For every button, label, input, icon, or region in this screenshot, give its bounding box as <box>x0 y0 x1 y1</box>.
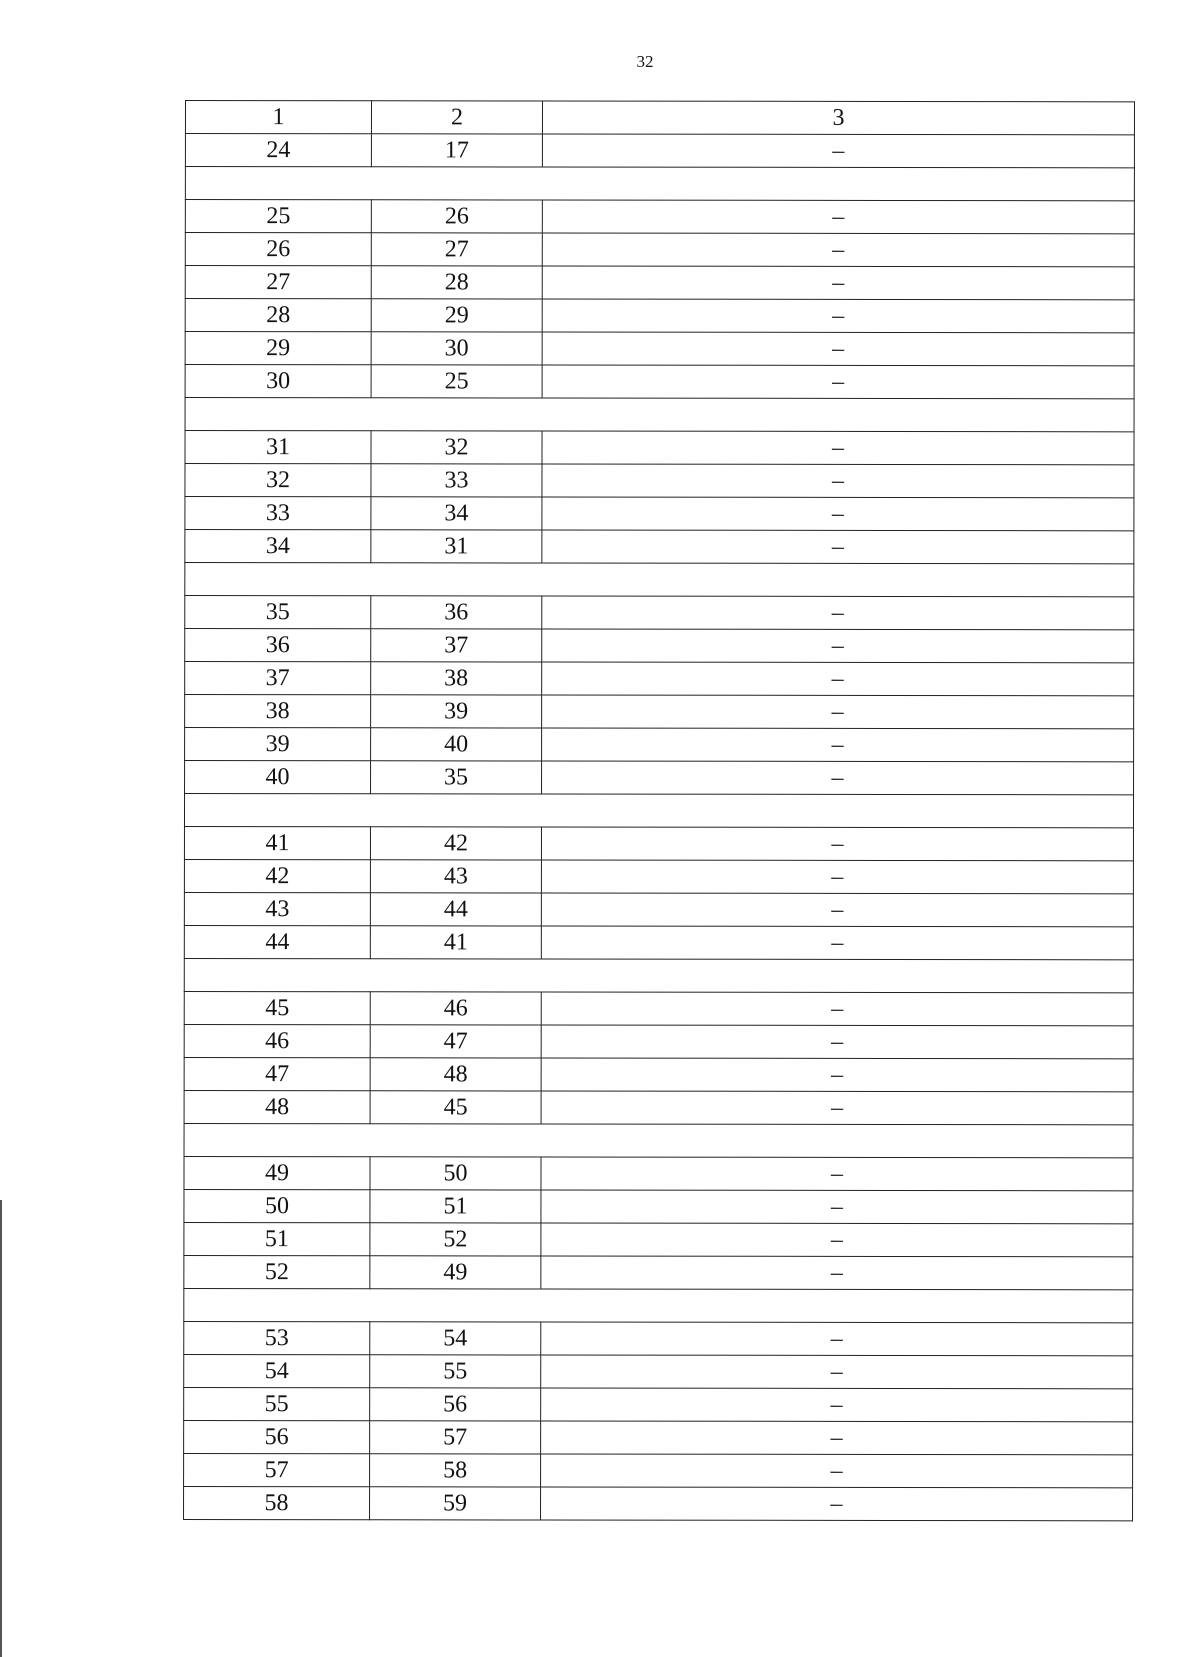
table-cell-col-3: – <box>541 1025 1133 1059</box>
table-cell-col-3: – <box>541 1322 1133 1356</box>
table-cell-col-3: – <box>542 134 1134 168</box>
table-row <box>185 233 1134 267</box>
table-row <box>184 1387 1133 1421</box>
table-row <box>185 629 1134 663</box>
page-number: 32 <box>636 52 654 71</box>
table-cell-col-1: 35 <box>185 596 371 629</box>
table-cell-col-2: 42 <box>370 827 541 860</box>
table-cell-col-2: 25 <box>371 365 542 398</box>
table-cell-col-2: 32 <box>371 431 542 464</box>
table-cell-col-3: – <box>541 1256 1133 1290</box>
table-row <box>185 266 1134 300</box>
table-row <box>185 728 1134 762</box>
table-cell-col-1: 47 <box>184 1057 370 1090</box>
group-separator-row <box>185 398 1134 432</box>
group-separator-row <box>184 1123 1133 1157</box>
scan-edge-line <box>0 1200 2 1657</box>
table-cell-col-3: – <box>542 200 1134 234</box>
table-row <box>184 827 1133 861</box>
table-cell-col-3: – <box>541 1190 1133 1224</box>
table-cell-col-3: – <box>541 1454 1133 1488</box>
table-cell-col-1: 31 <box>185 431 371 464</box>
table-row <box>184 1354 1133 1388</box>
table-cell-col-2: 41 <box>370 926 541 959</box>
table-cell-col-1: 46 <box>184 1024 370 1057</box>
table-cell-col-3: – <box>541 1091 1133 1125</box>
table-cell-col-2: 45 <box>370 1091 541 1124</box>
table-row <box>185 332 1134 366</box>
table-row <box>185 200 1134 234</box>
table-row <box>184 1024 1133 1058</box>
table-cell-col-1: 55 <box>184 1387 370 1420</box>
table-cell-col-1: 26 <box>185 233 371 266</box>
table-cell-col-2: 44 <box>370 893 541 926</box>
table-cell-col-3: – <box>542 497 1134 531</box>
table-cell-col-1: 52 <box>184 1255 370 1288</box>
table-cell-col-2: 29 <box>371 299 542 332</box>
data-table <box>183 100 1135 1521</box>
table-row <box>185 662 1134 696</box>
table-cell-col-2: 36 <box>371 596 542 629</box>
table-cell-col-3: – <box>541 827 1133 861</box>
table-row <box>184 1189 1133 1223</box>
table-row <box>185 431 1134 465</box>
empty-separator-cell <box>185 563 1134 597</box>
table-row <box>184 925 1133 959</box>
group-separator-row <box>184 1288 1133 1322</box>
table-cell-col-1: 53 <box>184 1321 370 1354</box>
table-row <box>184 1486 1133 1520</box>
table-cell-col-1: 36 <box>185 629 371 662</box>
table-cell-col-1: 49 <box>184 1156 370 1189</box>
table-cell-col-2: 34 <box>371 497 542 530</box>
table-row <box>185 596 1134 630</box>
table-cell-col-1: 41 <box>184 827 370 860</box>
group-separator-row <box>185 563 1134 597</box>
table-cell-col-3: – <box>541 1388 1133 1422</box>
table-cell-col-2: 50 <box>370 1157 541 1190</box>
header-cell-3: 3 <box>542 101 1134 135</box>
table-cell-col-1: 33 <box>185 497 371 530</box>
empty-separator-cell <box>185 398 1134 432</box>
table-row <box>185 464 1134 498</box>
table-row <box>184 1222 1133 1256</box>
table-row <box>185 761 1134 795</box>
table-row <box>184 991 1133 1025</box>
header-cell-1: 1 <box>185 101 371 134</box>
table-cell-col-3: – <box>541 1355 1133 1389</box>
table-row <box>184 1453 1133 1487</box>
table-cell-col-2: 27 <box>371 233 542 266</box>
table-cell-col-3: – <box>542 662 1134 696</box>
empty-separator-cell <box>185 167 1134 201</box>
table-cell-col-1: 32 <box>185 464 371 497</box>
table-cell-col-3: – <box>541 860 1133 894</box>
table-cell-col-1: 44 <box>184 925 370 958</box>
table-row <box>185 530 1134 564</box>
table-cell-col-3: – <box>542 266 1134 300</box>
table-cell-col-2: 28 <box>371 266 542 299</box>
table-cell-col-3: – <box>542 629 1134 663</box>
table-cell-col-3: – <box>541 1487 1133 1521</box>
table-cell-col-1: 43 <box>184 892 370 925</box>
table-cell-col-3: – <box>541 1157 1133 1191</box>
table-cell-col-2: 35 <box>371 761 542 794</box>
table-cell-col-3: – <box>542 530 1134 564</box>
table-cell-col-2: 26 <box>371 200 542 233</box>
group-separator-row <box>185 167 1134 201</box>
table-cell-col-1: 39 <box>185 728 371 761</box>
empty-separator-cell <box>184 1288 1133 1322</box>
table-cell-col-3: – <box>542 365 1134 399</box>
table-row <box>184 1321 1133 1355</box>
table-cell-col-2: 43 <box>370 860 541 893</box>
table-row <box>184 1420 1133 1454</box>
table-cell-col-1: 51 <box>184 1222 370 1255</box>
table-cell-col-1: 25 <box>185 200 371 233</box>
group-separator-row <box>184 794 1133 828</box>
table-row <box>184 859 1133 893</box>
table-cell-col-2: 39 <box>371 695 542 728</box>
empty-separator-cell <box>184 794 1133 828</box>
table-cell-col-1: 50 <box>184 1189 370 1222</box>
table-cell-col-2: 58 <box>370 1454 541 1487</box>
table-cell-col-1: 57 <box>184 1453 370 1486</box>
table-cell-col-3: – <box>541 992 1133 1026</box>
table-cell-col-1: 28 <box>185 299 371 332</box>
table-row <box>185 695 1134 729</box>
table-row <box>185 134 1134 168</box>
table-cell-col-2: 17 <box>371 134 542 167</box>
table-cell-col-3: – <box>541 1421 1133 1455</box>
table-cell-col-3: – <box>541 1223 1133 1257</box>
table-cell-col-1: 54 <box>184 1354 370 1387</box>
table-row <box>184 1255 1133 1289</box>
table-cell-col-1: 42 <box>184 859 370 892</box>
table-cell-col-3: – <box>542 299 1134 333</box>
table-cell-col-1: 37 <box>185 662 371 695</box>
table-cell-col-1: 38 <box>185 695 371 728</box>
table-row <box>184 1057 1133 1091</box>
table-cell-col-2: 33 <box>371 464 542 497</box>
header-cell-2: 2 <box>371 101 542 134</box>
table-cell-col-1: 40 <box>185 761 371 794</box>
table-row <box>185 497 1134 531</box>
table-body <box>184 101 1135 1521</box>
table-cell-col-2: 30 <box>371 332 542 365</box>
table-cell-col-3: – <box>541 893 1133 927</box>
table-row <box>184 1090 1133 1124</box>
table-cell-col-3: – <box>542 233 1134 267</box>
table-cell-col-3: – <box>541 1058 1133 1092</box>
empty-separator-cell <box>184 1123 1133 1157</box>
table-cell-col-3: – <box>542 728 1134 762</box>
table-row <box>185 299 1134 333</box>
table-cell-col-2: 40 <box>371 728 542 761</box>
table-cell-col-3: – <box>542 431 1134 465</box>
table-row <box>184 1156 1133 1190</box>
table-cell-col-1: 24 <box>185 134 371 167</box>
table-cell-col-2: 56 <box>370 1388 541 1421</box>
header-row <box>185 101 1134 135</box>
table-cell-col-2: 48 <box>370 1058 541 1091</box>
table-cell-col-1: 58 <box>184 1486 370 1519</box>
table-row <box>184 892 1133 926</box>
table-cell-col-2: 49 <box>370 1256 541 1289</box>
table-cell-col-2: 38 <box>371 662 542 695</box>
table-cell-col-2: 47 <box>370 1025 541 1058</box>
empty-separator-cell <box>184 958 1133 992</box>
table-cell-col-3: – <box>541 926 1133 960</box>
table-cell-col-2: 54 <box>370 1322 541 1355</box>
table-cell-col-2: 57 <box>370 1421 541 1454</box>
table-cell-col-1: 27 <box>185 266 371 299</box>
table-cell-col-2: 59 <box>370 1487 541 1520</box>
table-cell-col-2: 31 <box>371 530 542 563</box>
table-cell-col-1: 34 <box>185 530 371 563</box>
table-cell-col-3: – <box>542 695 1134 729</box>
table-row <box>185 365 1134 399</box>
table-cell-col-2: 37 <box>371 629 542 662</box>
table-cell-col-1: 56 <box>184 1420 370 1453</box>
table-cell-col-2: 46 <box>370 992 541 1025</box>
table-cell-col-1: 48 <box>184 1090 370 1123</box>
table-cell-col-2: 51 <box>370 1190 541 1223</box>
table-cell-col-2: 52 <box>370 1223 541 1256</box>
table-cell-col-3: – <box>542 332 1134 366</box>
table-cell-col-3: – <box>542 464 1134 498</box>
table-cell-col-1: 45 <box>184 991 370 1024</box>
group-separator-row <box>184 958 1133 992</box>
table-cell-col-1: 29 <box>185 332 371 365</box>
table-cell-col-3: – <box>542 596 1134 630</box>
table-cell-col-3: – <box>542 761 1134 795</box>
table-cell-col-2: 55 <box>370 1355 541 1388</box>
table-cell-col-1: 30 <box>185 365 371 398</box>
